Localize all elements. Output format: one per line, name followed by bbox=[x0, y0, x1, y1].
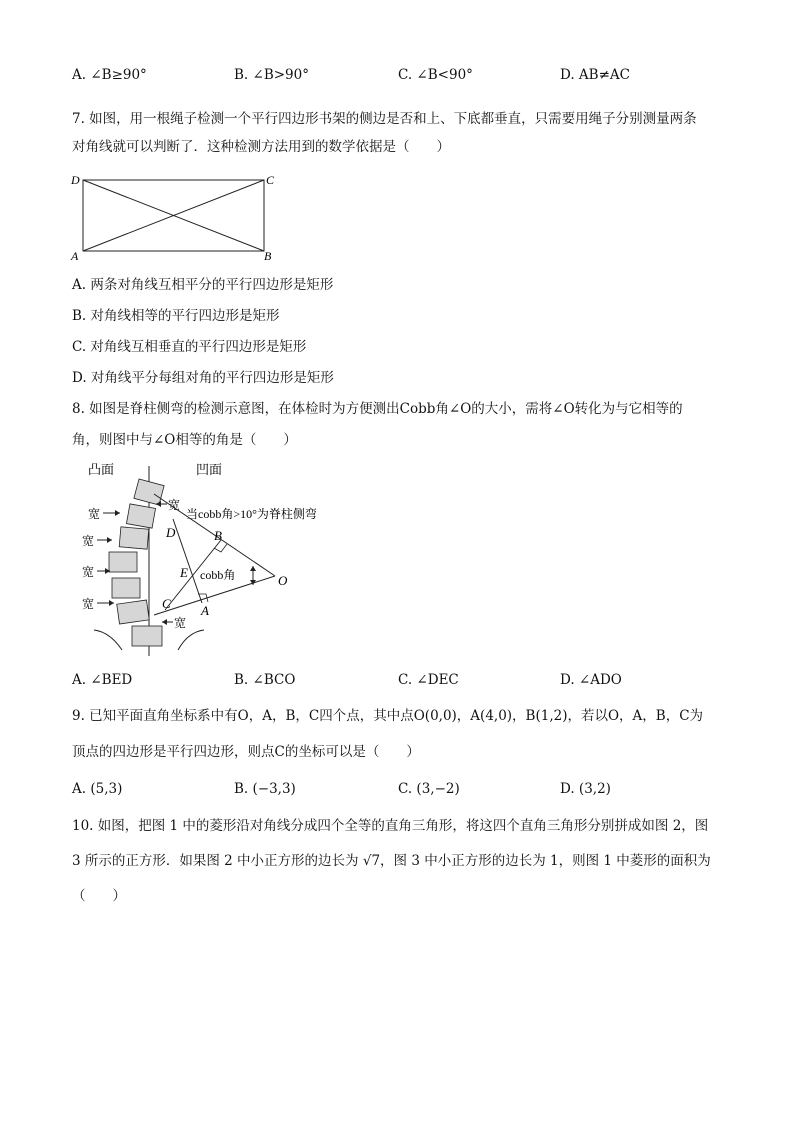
q7-label-a: A bbox=[71, 249, 79, 263]
q8-label-d: D bbox=[166, 525, 176, 540]
q8-label-e: E bbox=[180, 565, 188, 580]
q8-option-d: D. ∠ADO bbox=[560, 672, 622, 688]
q8-spine-figure bbox=[70, 458, 317, 658]
q7-stem-line2: 对角线就可以判断了．这种检测方法用到的数学依据是（ ） bbox=[72, 139, 450, 155]
q9-stem-line1: 9. 已知平面直角坐标系中有O，A，B，C四个点，其中点O(0,0)，A(4,0)，B(1,2)，若以O，A，B，C为 bbox=[72, 708, 704, 724]
q9-stem-line2: 顶点的四边形是平行四边形，则点C的坐标可以是（ ） bbox=[72, 744, 420, 760]
q6-option-b: B. ∠B>90° bbox=[234, 67, 309, 83]
q8-label-a: A bbox=[201, 603, 209, 618]
q8-label-wide-3: 宽 bbox=[82, 565, 95, 579]
q8-label-c: C bbox=[162, 596, 171, 611]
q8-stem-line1: 8. 如图是脊柱侧弯的检测示意图，在体检时为方便测出Cobb角∠O的大小，需将∠O转化为与它相等的 bbox=[72, 401, 683, 417]
q10-stem-line3: （ ） bbox=[72, 888, 126, 904]
q7-rectangle-figure bbox=[66, 168, 286, 264]
q8-label-o: O bbox=[278, 573, 288, 588]
q7-stem-line1: 7. 如图，用一根绳子检测一个平行四边形书架的侧边是否和上、下底都垂直，只需要用绳子分别测量两条 bbox=[72, 111, 697, 127]
q8-label-wide-6: 宽 bbox=[174, 616, 187, 630]
q8-option-b: B. ∠BCO bbox=[234, 672, 296, 688]
q8-label-wide-5: 宽 bbox=[168, 498, 181, 512]
q6-option-c: C. ∠B<90° bbox=[398, 67, 473, 83]
q10-stem-line2: 3 所示的正方形．如果图 2 中小正方形的边长为 √7，图 3 中小正方形的边长为 1，则图 1 中菱形的面积为 bbox=[72, 853, 711, 869]
q10-stem-line1: 10. 如图，把图 1 中的菱形沿对角线分成四个全等的直角三角形，将这四个直角三角形分别拼成如图 2，图 bbox=[72, 818, 709, 834]
q8-label-wide-4: 宽 bbox=[82, 597, 95, 611]
q7-option-a: A. 两条对角线互相平分的平行四边形是矩形 bbox=[72, 277, 334, 293]
vertebrae bbox=[109, 479, 164, 646]
q8-option-a: A. ∠BED bbox=[72, 672, 133, 688]
q9-option-d: D. (3,2) bbox=[560, 781, 611, 797]
q7-label-c: C bbox=[266, 173, 275, 187]
q8-note: 当cobb角>10°为脊柱侧弯 bbox=[186, 507, 317, 521]
q8-stem-line2: 角，则图中与∠O相等的角是（ ） bbox=[72, 432, 297, 448]
q9-option-a: A. (5,3) bbox=[72, 781, 123, 797]
q7-label-b: B bbox=[264, 249, 272, 263]
q8-label-b: B bbox=[214, 528, 222, 543]
q6-option-a: A. ∠B≥90° bbox=[72, 67, 147, 83]
q8-label-cobb: cobb角 bbox=[200, 568, 236, 582]
q8-option-c: C. ∠DEC bbox=[398, 672, 459, 688]
q7-option-d: D. 对角线平分每组对角的平行四边形是矩形 bbox=[72, 370, 334, 386]
q6-option-d: D. AB≠AC bbox=[560, 67, 630, 83]
q8-label-concave: 凹面 bbox=[196, 462, 223, 477]
q8-label-convex: 凸面 bbox=[88, 462, 115, 477]
q8-label-wide-2: 宽 bbox=[82, 534, 95, 548]
q7-label-d: D bbox=[71, 173, 80, 187]
q7-option-c: C. 对角线互相垂直的平行四边形是矩形 bbox=[72, 339, 307, 355]
q7-option-b: B. 对角线相等的平行四边形是矩形 bbox=[72, 308, 280, 324]
q9-option-c: C. (3,−2) bbox=[398, 781, 460, 797]
q8-label-wide-1: 宽 bbox=[88, 507, 101, 521]
q9-option-b: B. (−3,3) bbox=[234, 781, 296, 797]
